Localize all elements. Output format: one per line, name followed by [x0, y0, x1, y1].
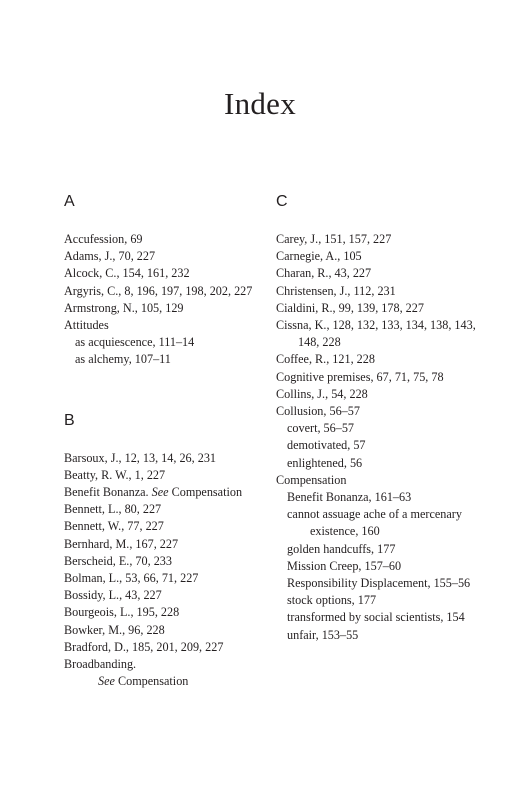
index-entry: Berscheid, E., 70, 233	[64, 553, 172, 568]
index-entry: Argyris, C., 8, 196, 197, 198, 202, 227	[64, 283, 253, 298]
page-title: Index	[223, 86, 297, 121]
index-column-right	[276, 192, 486, 644]
cross-reference-target: Compensation	[168, 485, 243, 500]
index-section-b	[64, 411, 274, 691]
index-entry: Beatty, R. W., 1, 227	[64, 467, 166, 482]
index-subentry: stock options, 177	[287, 593, 377, 608]
index-entry: Accufession, 69	[64, 232, 143, 246]
index-subentry: golden handcuffs, 177	[287, 541, 396, 556]
index-entry: Bernhard, M., 167, 227	[64, 536, 179, 551]
index-section-c	[276, 192, 486, 644]
index-entry: Broadbanding.	[64, 657, 137, 672]
index-entry: Bolman, L., 53, 66, 71, 227	[64, 571, 199, 586]
index-entry: Bradford, D., 185, 201, 209, 227	[64, 639, 224, 654]
index-entry: Charan, R., 43, 227	[276, 266, 372, 281]
index-section-a	[64, 192, 274, 369]
index-entry: Attitudes	[64, 318, 109, 333]
index-subentry: demotivated, 57	[287, 438, 366, 453]
index-entry: Compensation	[276, 472, 347, 487]
index-subentry: Responsibility Displacement, 155–56	[287, 576, 471, 591]
index-entry: Bennett, W., 77, 227	[64, 519, 164, 534]
index-column-left	[64, 192, 274, 690]
index-entry: Bowker, M., 96, 228	[64, 622, 165, 637]
index-entry: Armstrong, N., 105, 129	[64, 300, 184, 315]
index-subentry: cannot assuage ache of a mercenary existence, 160	[287, 507, 462, 539]
section-letter-a: A	[64, 193, 75, 210]
index-entry: Cognitive premises, 67, 71, 75, 78	[276, 369, 444, 384]
index-subentry: Mission Creep, 157–60	[287, 558, 402, 573]
index-subentry: unfair, 153–55	[287, 627, 359, 642]
index-entry: Carey, J., 151, 157, 227	[276, 232, 392, 246]
index-subentry: transformed by social scientists, 154	[287, 610, 465, 625]
see-reference: See	[98, 674, 115, 689]
index-entry: Bossidy, L., 43, 227	[64, 588, 162, 603]
entry-heading: Benefit Bonanza.	[64, 485, 152, 500]
index-subentry: as acquiescence, 111–14	[75, 335, 195, 350]
cross-reference-target: Compensation	[114, 674, 189, 689]
index-entry: Bennett, L., 80, 227	[64, 502, 162, 517]
index-entry: Cissna, K., 128, 132, 133, 134, 138, 143, 148, 228	[276, 318, 476, 350]
index-entry: Carnegie, A., 105	[276, 249, 362, 264]
index-subentry: Benefit Bonanza, 161–63	[287, 490, 412, 505]
index-entry	[64, 484, 274, 501]
index-entry: Collins, J., 54, 228	[276, 386, 368, 401]
index-subentry	[64, 673, 274, 690]
index-entry: Barsoux, J., 12, 13, 14, 26, 231	[64, 450, 217, 465]
index-subentry: enlightened, 56	[287, 455, 363, 470]
index-subentry: as alchemy, 107–11	[75, 352, 171, 367]
index-entry: Adams, J., 70, 227	[64, 249, 156, 264]
index-subentry: covert, 56–57	[287, 421, 355, 436]
see-reference: See	[151, 485, 169, 500]
index-entry: Cialdini, R., 99, 139, 178, 227	[276, 300, 424, 315]
index-entry: Christensen, J., 112, 231	[276, 283, 396, 298]
section-letter-c: C	[276, 193, 288, 210]
index-entry: Alcock, C., 154, 161, 232	[64, 266, 190, 281]
index-entry: Bourgeois, L., 195, 228	[64, 605, 180, 620]
index-entry: Collusion, 56–57	[276, 404, 360, 419]
section-letter-b: B	[64, 411, 75, 429]
index-entry: Coffee, R., 121, 228	[276, 352, 375, 367]
